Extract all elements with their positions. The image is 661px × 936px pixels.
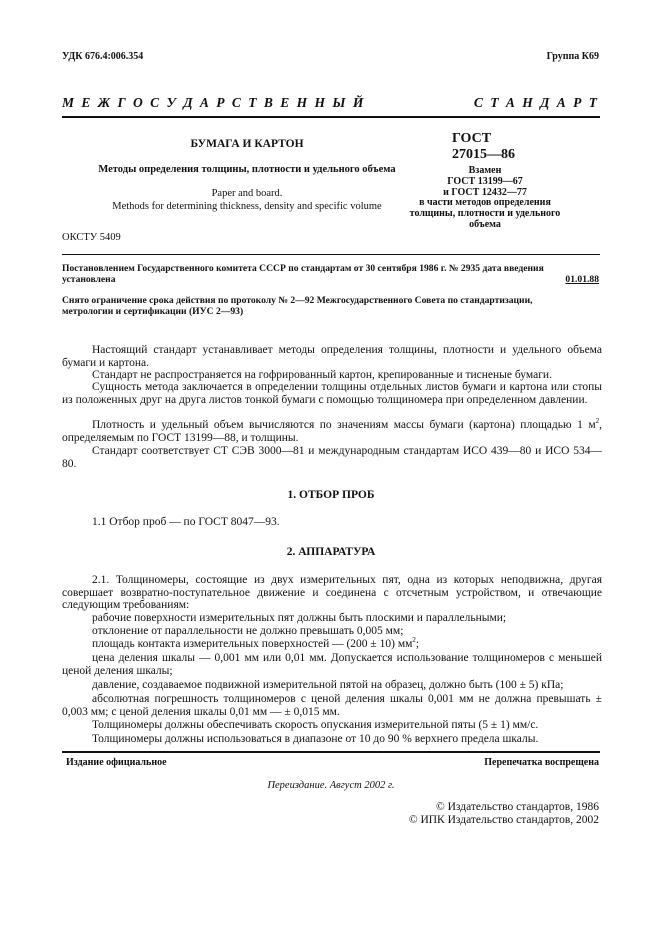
gost-number: 27015—86	[452, 147, 515, 162]
copyright-1986: © Издательство стандартов, 1986	[435, 801, 599, 813]
requirement-4: цена деления шкалы — 0,001 мм или 0,01 мм. Допускается использование толщиномеров с меньшей ценой деления шкалы;	[62, 652, 602, 677]
reissue-note: Переиздание. Август 2002 г.	[267, 780, 395, 791]
official-edition: Издание официальное	[66, 757, 167, 768]
intro-paragraph-5: Стандарт соответствует СТ СЭВ 3000—81 и международным стандартам ИСО 439—80 и ИСО 534—80.	[62, 445, 602, 470]
requirement-6: абсолютная погрешность толщиномеров с ценой деления шкалы 0,001 мм не должна превышать ± 0,003 мм; с ценой деления шкалы 0,01 мм — ± 0,015 мм.	[62, 693, 602, 718]
replaces-line-2: и ГОСТ 12432—77	[443, 186, 527, 198]
gost-label: ГОСТ	[452, 131, 492, 146]
restriction-line-2: метрологии и сертификации (ИУС 2—93)	[62, 306, 244, 317]
section-2-paragraph-2: Толщиномеры должны обеспечивать скорость опускания измерительной пяты (5 ± 1) мм/с.	[92, 719, 539, 731]
intro-paragraph-4-tail: , определяемым по ГОСТ 13199—88, и толщины.	[62, 419, 602, 444]
requirement-3-text: площадь контакта измерительных поверхностей — (200 ± 10) мм	[92, 638, 413, 650]
banner-word-1: М Е Ж Г О С У Д А Р С Т В Е Н Н Ы Й	[62, 95, 366, 110]
requirement-2: отклонение от параллельности не должно превышать 0,005 мм;	[92, 625, 404, 637]
english-subtitle: Methods for determining thickness, density and specific volume	[112, 201, 382, 212]
section-2-paragraph-3: Толщиномеры должны использоваться в диапазоне от 10 до 90 % верхнего предела шкалы.	[92, 733, 539, 745]
replaces-line-4: толщины, плотности и удельного	[409, 208, 561, 220]
intro-paragraph-4-sup: 2	[595, 417, 600, 426]
decree-date: 01.01.88	[565, 274, 599, 285]
page-subtitle: Методы определения толщины, плотности и удельного объема	[98, 164, 396, 175]
intro-paragraph-1: Настоящий стандарт устанавливает методы определения толщины, плотности и удельного объема бумаги и картона.	[62, 344, 602, 369]
decree-line-2: установлена	[62, 274, 116, 285]
replaces-line-5: объема	[469, 218, 501, 230]
banner-word-2: С Т А Н Д А Р Т	[473, 95, 599, 110]
intro-paragraph-4-text: Плотность и удельный объем вычисляются по значениям массы бумаги (картона) площадью 1 м	[92, 419, 596, 431]
udk-code: УДК 676.4:006.354	[62, 51, 144, 62]
page-title: БУМАГА И КАРТОН	[190, 138, 304, 150]
banner-rule	[62, 116, 600, 118]
intro-paragraph-3: Сущность метода заключается в определении толщины отдельных листов бумаги и картона или стопы из положенных друг на друга листов тонкой бумаги с помощью толщиномера при определенном давлении.	[62, 381, 602, 406]
title-rule	[62, 254, 600, 255]
requirement-1: рабочие поверхности измерительных пят должны быть плоскими и параллельными;	[92, 612, 507, 624]
intro-paragraph-4	[62, 419, 602, 444]
replaces-line-1: ГОСТ 13199—67	[447, 175, 523, 187]
section-1-heading: 1. ОТБОР ПРОБ	[287, 489, 375, 501]
reprint-notice: Перепечатка воспрещена	[484, 757, 599, 768]
section-2-paragraph-1: 2.1. Толщиномеры, состоящие из двух измерительных пят, одна из которых неподвижна, другая совершает возвратно-поступательное движение и соединена с отсчетным устройством, и отвечающие следующим требованиям:	[62, 574, 602, 612]
requirement-3-sup: 2	[412, 636, 416, 645]
decree-line-1: Постановлением Государственного комитета СССР по стандартам от 30 сентября 1986 г. № 2935 дата введения	[62, 263, 544, 274]
replaces-block	[380, 166, 590, 231]
restriction-line-1: Снято ограничение срока действия по протоколу № 2—92 Межгосударственного Совета по стандартизации,	[62, 295, 533, 306]
footer-rule	[62, 751, 600, 753]
requirement-5: давление, создаваемое подвижной измерительной пятой на образец, должно быть (100 ± 5) кПа;	[92, 679, 564, 691]
intro-paragraph-2: Стандарт не распространяется на гофрированный картон, крепированные и тисненые бумаги.	[92, 369, 552, 381]
copyright-2002: © ИПК Издательство стандартов, 2002	[408, 814, 599, 826]
requirement-3-tail: ;	[415, 638, 420, 650]
group-code: Группа К69	[546, 51, 599, 62]
replaces-line-3: в части методов определения	[419, 197, 551, 209]
replaces-label: Взамен	[468, 165, 502, 176]
oksty-code: ОКСТУ 5409	[62, 232, 121, 243]
english-title: Paper and board.	[211, 188, 283, 199]
section-1-paragraph: 1.1 Отбор проб — по ГОСТ 8047—93.	[92, 516, 280, 528]
requirement-3	[62, 638, 602, 651]
section-2-heading: 2. АППАРАТУРА	[286, 546, 376, 558]
